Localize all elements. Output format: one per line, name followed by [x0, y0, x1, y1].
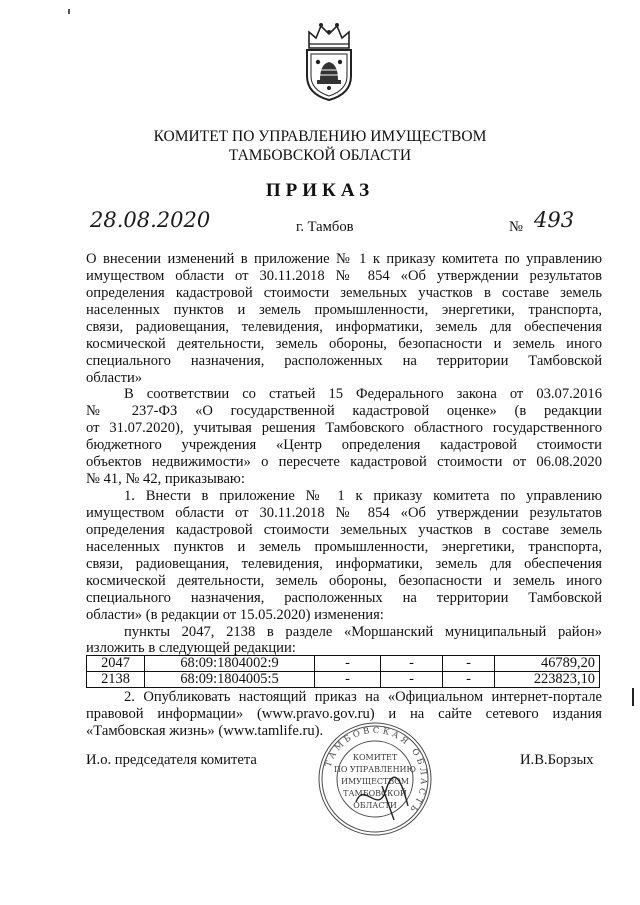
table-cell: -	[443, 672, 495, 688]
body-line: области» (в редакции от 15.05.2020) изменения:	[86, 607, 384, 623]
signatory-position: И.о. председателя комитета	[86, 752, 257, 768]
body-line: определения кадастровой стоимости земельных участков в составе земель	[86, 522, 602, 538]
table-cell: 2138	[87, 672, 145, 688]
body-line: специального назначения, расположенных на территории Тамбовской	[86, 590, 602, 606]
body-line: «Тамбовская жизнь» (www.tamlife.ru).	[86, 723, 324, 739]
subject-line: определения кадастровой стоимости земельных участков в составе земель	[86, 285, 602, 301]
coat-of-arms-emblem	[299, 18, 359, 102]
table-cell: 2047	[87, 656, 145, 672]
city: г. Тамбов	[296, 219, 354, 235]
table-cell: -	[381, 672, 443, 688]
signatory-name: И.В.Борзых	[520, 752, 594, 768]
table-cell: -	[315, 656, 381, 672]
scan-edge-mark	[632, 688, 634, 706]
body-line: населенных пунктов и земель промышленности, энергетики, транспорта,	[86, 539, 602, 555]
table-cell: -	[315, 672, 381, 688]
body-line: связи, радиовещания, телевидения, информатики, земель для обеспечения	[86, 556, 602, 572]
body-line: 1. Внести в приложение № 1 к приказу комитета по управлению	[124, 488, 602, 504]
table-cell: 68:09:1804002:9	[145, 656, 315, 672]
subject-line: связи, радиовещания, телевидения, информатики, земель для обеспечения	[86, 319, 602, 335]
svg-text:ИМУЩЕСТВОМ: ИМУЩЕСТВОМ	[340, 777, 410, 786]
body-line: 2. Опубликовать настоящий приказ на «Официальном интернет-портале	[124, 689, 602, 705]
svg-text:КОМИТЕТ: КОМИТЕТ	[352, 753, 398, 762]
body-line: бюджетного учреждения «Центр определения кадастровой стоимости	[86, 437, 602, 453]
svg-text:ТАМБОВСКОЙ: ТАМБОВСКОЙ	[343, 789, 407, 798]
subject-line: области»	[86, 370, 143, 386]
subject-line: космической деятельности, земель обороны, безопасности и земель иного	[86, 336, 602, 352]
body-line: № 41, № 42, приказываю:	[86, 471, 245, 487]
svg-text:ТАМБОВСКАЯ ОБЛАСТЬ: ТАМБОВСКАЯ ОБЛАСТЬ	[323, 725, 429, 816]
table-cell: 223823,10	[495, 672, 600, 688]
body-line: пункты 2047, 2138 в разделе «Моршанский муниципальный район»	[124, 624, 602, 640]
body-line: № 237-ФЗ «О государственной кадастровой оценке» (в редакции	[86, 403, 602, 419]
cadastral-table	[86, 655, 600, 688]
table-cell: -	[443, 656, 495, 672]
handwritten-number: 493	[534, 208, 575, 232]
body-line: имуществом области от 30.11.2018 № 854 «Об утверждении результатов	[86, 505, 602, 521]
table-row	[87, 656, 600, 672]
number-label: №	[509, 219, 523, 235]
table-cell: 68:09:1804005:5	[145, 672, 315, 688]
subject-line: специального назначения, расположенных на территории Тамбовской	[86, 353, 602, 369]
body-line: изложить в следующей редакции:	[86, 640, 296, 656]
org-name-line2: ТАМБОВСКОЙ ОБЛАСТИ	[228, 147, 412, 164]
handwritten-date: 28.08.2020	[90, 208, 211, 232]
table-cell: -	[381, 656, 443, 672]
svg-text:ОБЛАСТИ: ОБЛАСТИ	[353, 801, 397, 810]
body-line: от 31.07.2020), учитывая решения Тамбовского областного государственного	[86, 420, 602, 436]
scan-speck	[68, 9, 70, 14]
table-row	[87, 672, 600, 688]
body-line: космической деятельности, земель обороны, безопасности и земель иного	[86, 573, 602, 589]
table-cell: 46789,20	[495, 656, 600, 672]
subject-line: О внесении изменений в приложение № 1 к приказу комитета по управлению	[86, 251, 602, 267]
body-line: объектов недвижимости» о пересчете кадастровой стоимости от 06.08.2020	[86, 454, 602, 470]
subject-line: имуществом области от 30.11.2018 № 854 «Об утверждении результатов	[86, 268, 602, 284]
svg-text:ПО УПРАВЛЕНИЮ: ПО УПРАВЛЕНИЮ	[333, 765, 417, 774]
document-title: ПРИКАЗ	[265, 180, 375, 201]
org-name-line1: КОМИТЕТ ПО УПРАВЛЕНИЮ ИМУЩЕСТВОМ	[153, 128, 487, 145]
official-stamp	[316, 720, 434, 838]
subject-line: населенных пунктов и земель промышленности, энергетики, транспорта,	[86, 302, 602, 318]
body-line: В соответствии со статьей 15 Федерального закона от 03.07.2016	[124, 386, 602, 402]
body-line: правовой информации» (www.pravo.gov.ru) и на сайте сетевого издания	[86, 706, 602, 722]
